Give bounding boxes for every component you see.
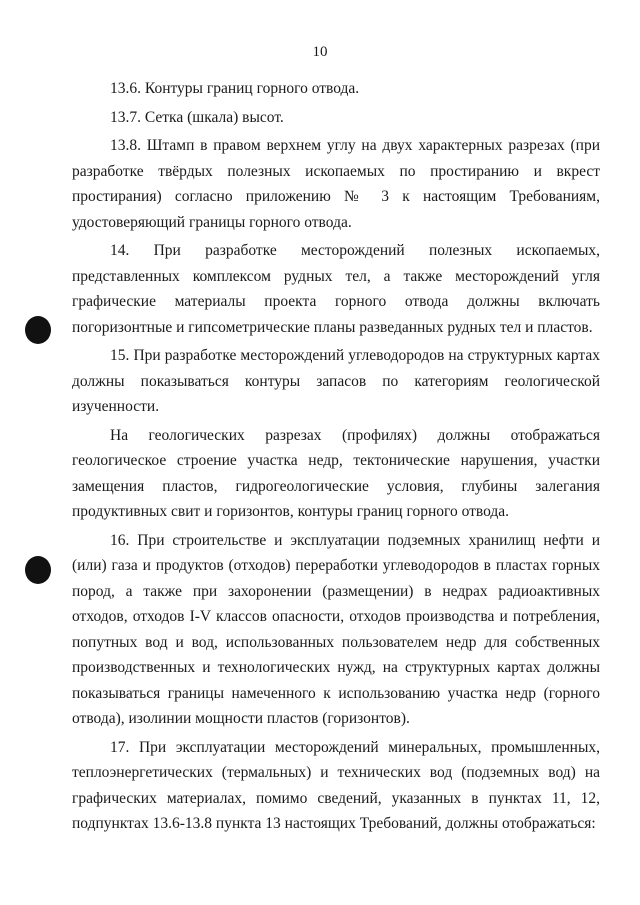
- paragraph-15-geologic-sections: На геологических разрезах (профилях) должны отображаться геологическое строение участка недр, тектонические нарушения, участки замещения пластов, гидрогеологические условия, глубины залегания продуктивных свит и горизонтов, контуры границ горного отвода.: [72, 426, 600, 520]
- binder-hole-bottom: [25, 556, 51, 584]
- paragraph-16: 16. При строительстве и эксплуатации подземных хранилищ нефти и (или) газа и продуктов (отходов) переработки углеводородов в пластах горных пород, а также при захоронении (размещении) в недрах радиоактивных отходов, отходов I-V классов опасности, отходов производства и потребления, попутных вод и вод, использованных пользователем недр для собственных производственных и технологических нужд, на структурных картах должны показываться границы намеченного к использованию участка недр (горного отвода), изолинии мощности пластов (горизонтов).: [72, 531, 600, 727]
- page-number: 10: [312, 44, 328, 60]
- paragraph-13-6: 13.6. Контуры границ горного отвода.: [110, 80, 360, 97]
- binder-hole-top: [25, 316, 51, 344]
- document-body: [72, 76, 600, 840]
- paragraph-17: 17. При эксплуатации месторождений минеральных, промышленных, теплоэнергетических (термальных) и технических вод (подземных вод) на графических материалах, помимо сведений, указанных в пунктах 11, 12, подпунктах 13.6-13.8 пункта 13 настоящих Требований, должны отображаться:: [72, 738, 600, 832]
- paragraph-14: 14. При разработке месторождений полезных ископаемых, представленных комплексом рудных тел, а также месторождений угля графические материалы проекта горного отвода должны включать погоризонтные и гипсометрические планы разведанных рудных тел и пластов.: [72, 242, 600, 336]
- paragraph-15: 15. При разработке месторождений углеводородов на структурных картах должны показываться контуры запасов по категориям геологической изученности.: [72, 347, 600, 415]
- paragraph-13-7: 13.7. Сетка (шкала) высот.: [110, 108, 284, 126]
- paragraph-13-8: 13.8. Штамп в правом верхнем углу на двух характерных разрезах (при разработке твёрдых полезных ископаемых по простиранию и вкрест простирания) согласно приложению № 3 к настоящим Требованиям, удостоверяющий границы горного отвода.: [72, 137, 600, 231]
